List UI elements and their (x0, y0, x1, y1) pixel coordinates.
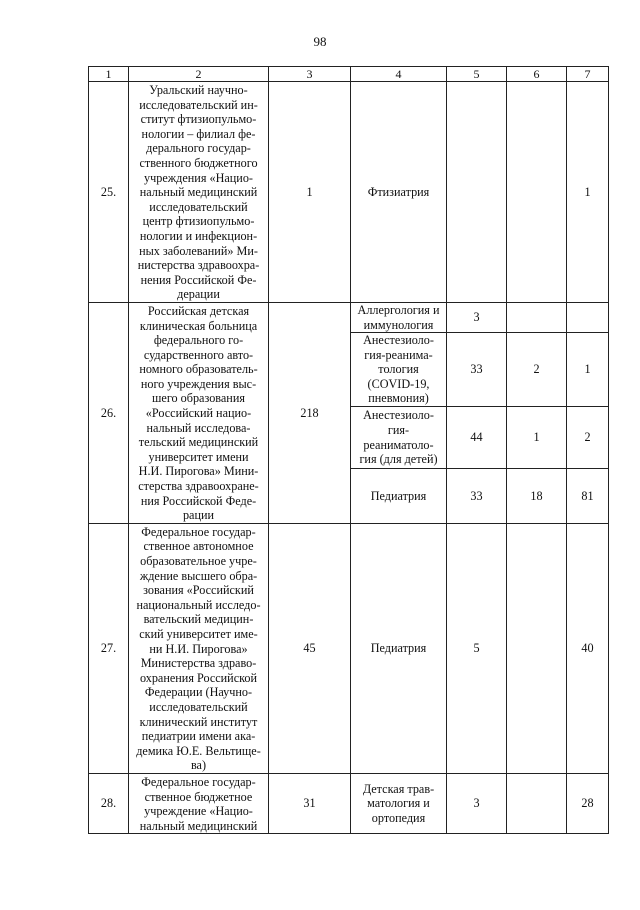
column-header: 6 (507, 67, 567, 82)
column-header: 7 (567, 67, 609, 82)
count-col7: 2 (567, 407, 609, 469)
quota-table (88, 66, 609, 834)
count-col5: 3 (447, 773, 507, 833)
column-header: 1 (89, 67, 129, 82)
count-col5: 5 (447, 523, 507, 773)
organization-name: Федеральное государ- ственное бюджетное учреждение «Нацио- нальный медицинский (129, 773, 269, 833)
row-number: 28. (89, 773, 129, 833)
count-col7: 81 (567, 469, 609, 524)
specialty: Детская трав- матология и ортопедия (351, 773, 447, 833)
specialty: Педиатрия (351, 523, 447, 773)
count-col7: 28 (567, 773, 609, 833)
count-col7: 40 (567, 523, 609, 773)
total-count: 218 (269, 302, 351, 523)
column-header: 4 (351, 67, 447, 82)
column-header: 2 (129, 67, 269, 82)
specialty: Аллергология и иммунология (351, 302, 447, 332)
count-col5: 33 (447, 469, 507, 524)
count-col5: 3 (447, 302, 507, 332)
column-header: 3 (269, 67, 351, 82)
row-number: 25. (89, 82, 129, 303)
row-number: 26. (89, 302, 129, 523)
specialty: Анестезиоло- гия-реанима- тология (COVID-19, пневмония) (351, 333, 447, 407)
total-count: 45 (269, 523, 351, 773)
specialty: Анестезиоло- гия- реаниматоло- гия (для детей) (351, 407, 447, 469)
count-col5: 33 (447, 333, 507, 407)
count-col6 (507, 523, 567, 773)
count-col7: 1 (567, 82, 609, 303)
count-col6: 2 (507, 333, 567, 407)
organization-name: Российская детская клиническая больница федерального го- сударственного авто- номного образователь- ного учреждения выс- шего образования «Российский нацио- нальный исследова- тельский медицинский университет имени Н.И. Пирогова» Мини- стерства здравоохране- ния Российской Феде- рации (129, 302, 269, 523)
table-row (89, 773, 609, 833)
page-number: 98 (313, 34, 327, 49)
count-col6 (507, 302, 567, 332)
total-count: 1 (269, 82, 351, 303)
count-col6 (507, 82, 567, 303)
count-col6: 1 (507, 407, 567, 469)
count-col5 (447, 82, 507, 303)
count-col6: 18 (507, 469, 567, 524)
count-col7: 1 (567, 333, 609, 407)
count-col5: 44 (447, 407, 507, 469)
count-col6 (507, 773, 567, 833)
organization-name: Федеральное государ- ственное автономное образовательное учре- ждение высшего обра- зования «Российский национальный исследо- вательский медицин- ский университет име- ни Н.И. Пирогова» Министерства здраво- охранения Российской Федерации (Научно- исследовательский клинический институт педиатрии имени ака- демика Ю.Е. Вельтище- ва) (129, 523, 269, 773)
row-number: 27. (89, 523, 129, 773)
specialty: Педиатрия (351, 469, 447, 524)
specialty: Фтизиатрия (351, 82, 447, 303)
column-number-row (89, 67, 609, 82)
table-row (89, 82, 609, 303)
total-count: 31 (269, 773, 351, 833)
column-header: 5 (447, 67, 507, 82)
organization-name: Уральский научно- исследовательский ин- ститут фтизиопульмо- нологии – филиал фе- дерального государ- ственного бюджетного учреждения «Нацио- нальный медицинский исследовательский центр фтизиопульмо- нологии и инфекцион- ных заболеваний» Ми- нистерства здравоохра- нения Российской Фе- дерации (129, 82, 269, 303)
table-row (89, 302, 609, 332)
count-col7 (567, 302, 609, 332)
table-row (89, 523, 609, 773)
